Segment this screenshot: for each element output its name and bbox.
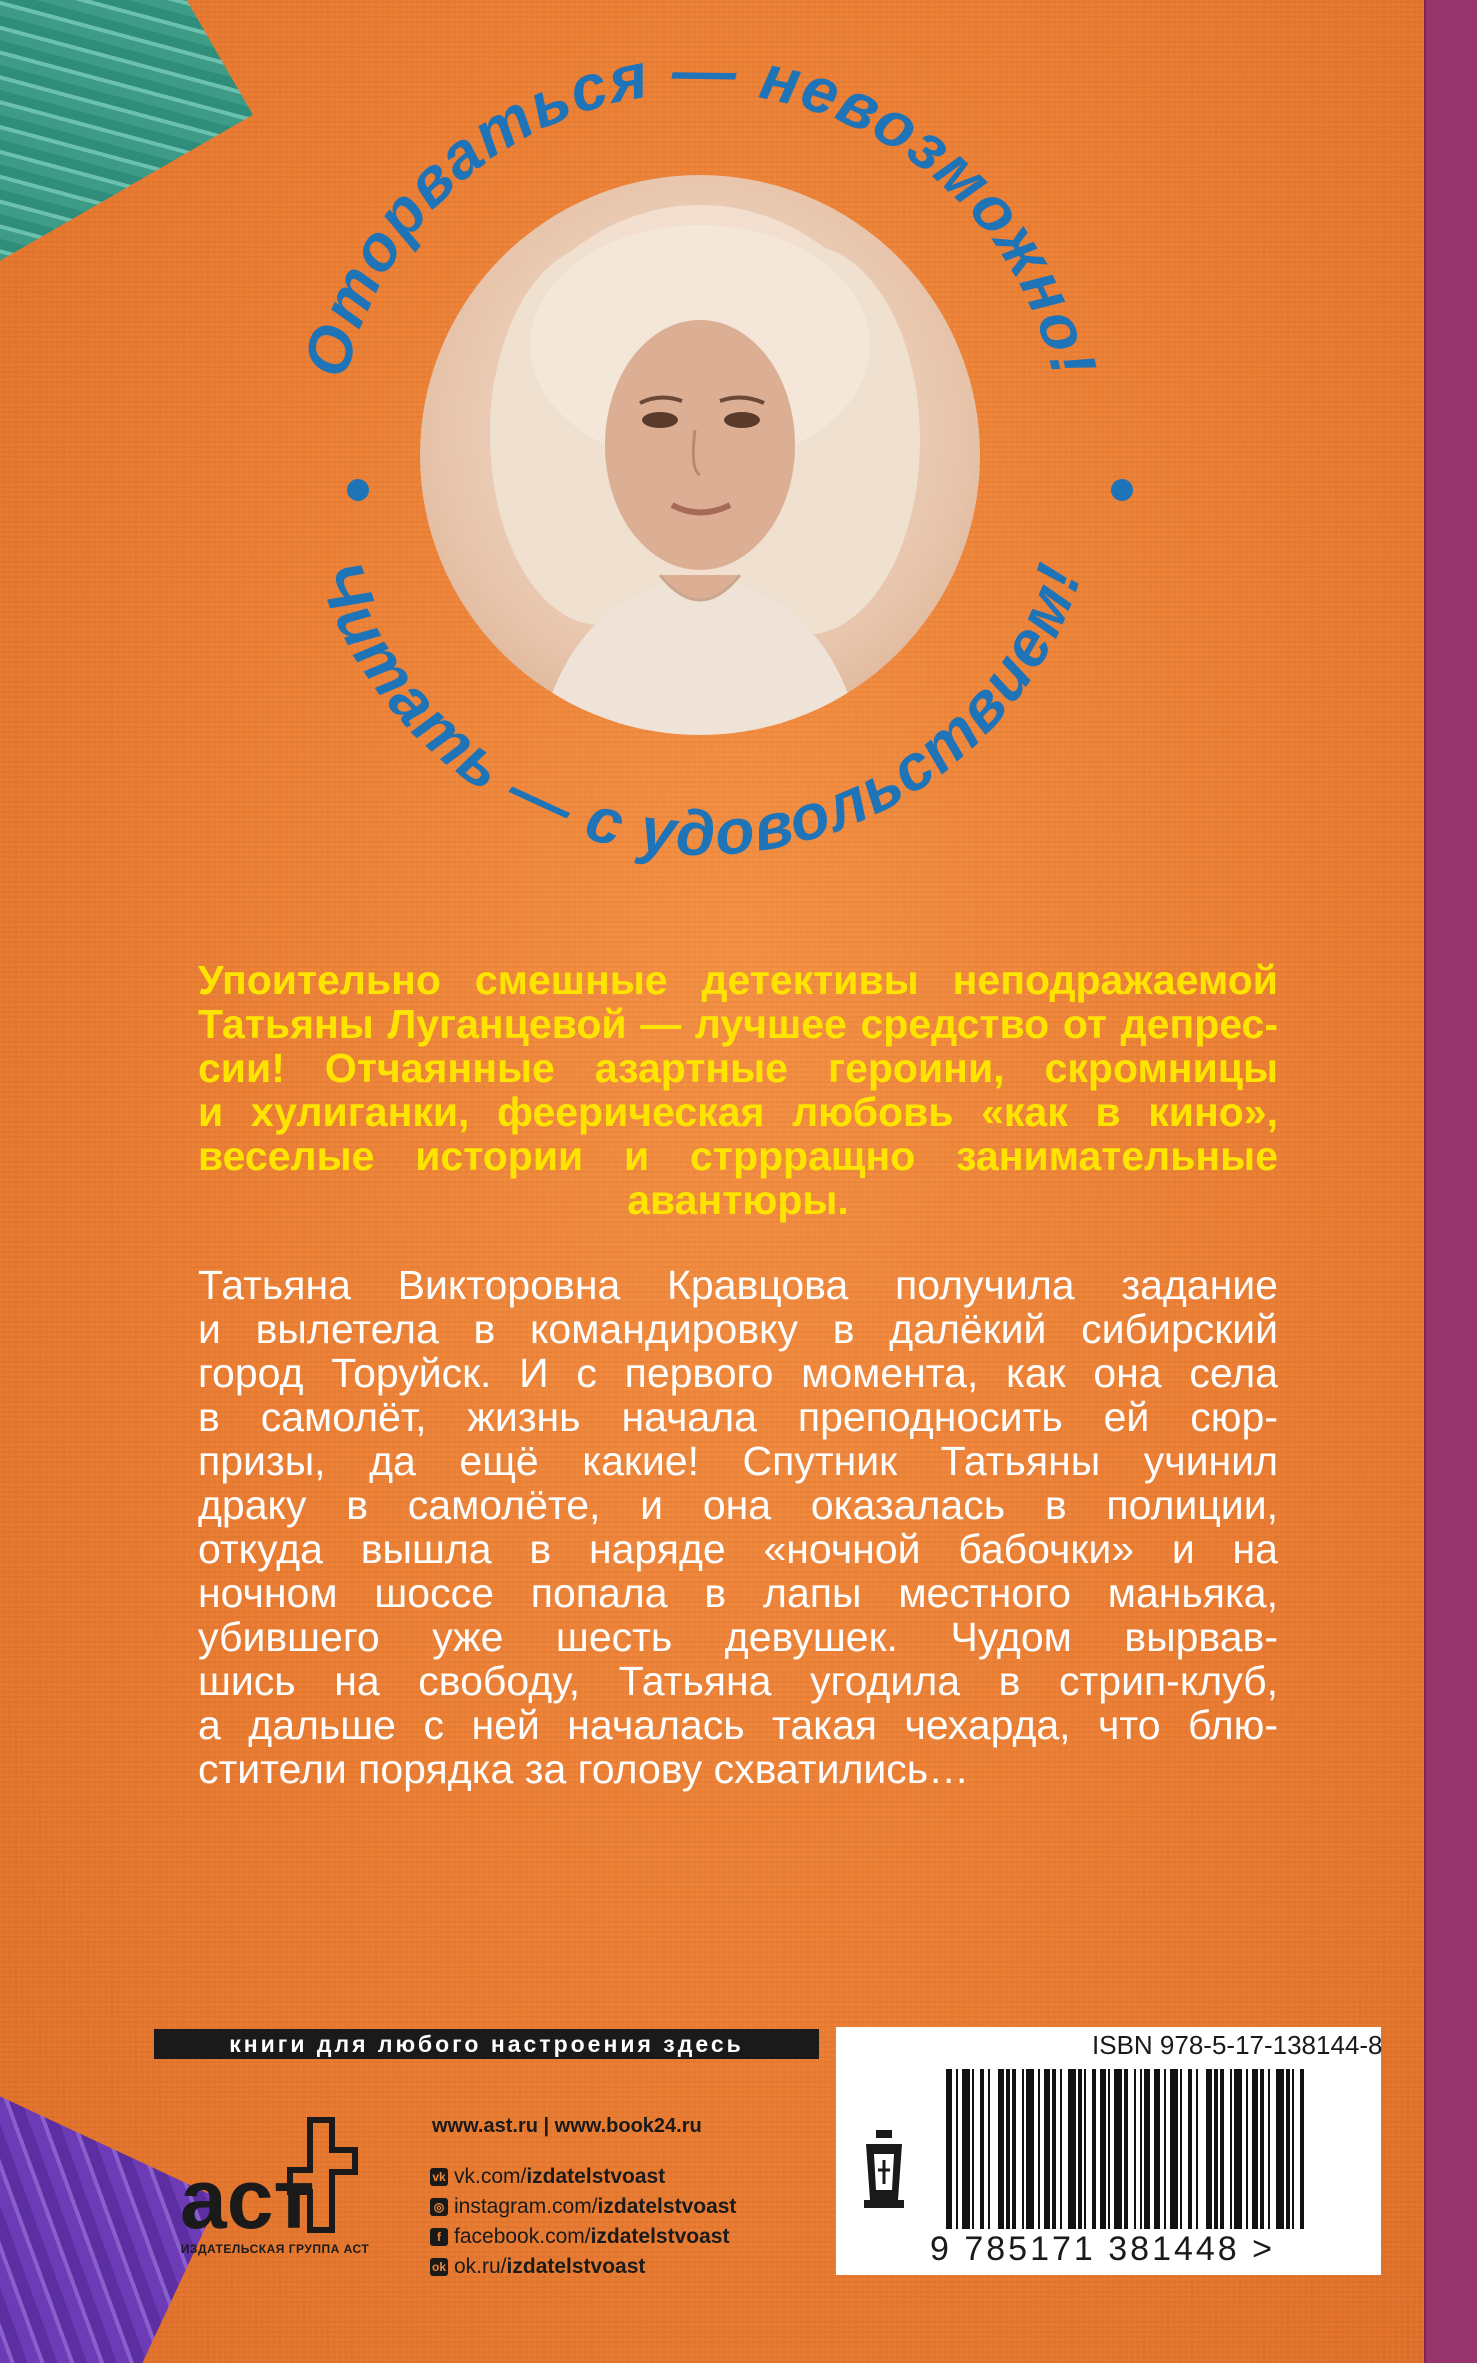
social-link-facebook[interactable] [430,2222,736,2252]
tagline-line: Упоительно смешные детективы неподражаемой [198,957,1278,1003]
publisher-caption: ИЗДАТЕЛЬСКАЯ ГРУППА АСТ [180,2242,370,2256]
barcode-bar [980,2069,984,2229]
barcode-bar [1124,2069,1128,2229]
barcode-bar [1170,2069,1178,2229]
social-link-instagram[interactable] [430,2192,736,2222]
synopsis-line: Татьяна Викторовна Кравцова получила задание [198,1262,1278,1308]
synopsis-line: призы, да ещё какие! Спутник Татьяны учинил [198,1438,1278,1484]
barcode-bar [1084,2069,1086,2229]
social-handle: izdatelstvoast [506,2255,646,2278]
barcode-bar [1196,2069,1198,2229]
barcode-bar [1108,2069,1110,2229]
synopsis-line: шись на свободу, Татьяна угодила в стрип-клуб, [198,1658,1278,1704]
barcode-bar [1260,2069,1264,2229]
barcode-bar [1180,2069,1182,2229]
instagram-icon: ◎ [430,2198,448,2216]
barcode-bar [1038,2069,1040,2229]
barcode-bar [962,2069,970,2229]
barcode-bar [1300,2069,1304,2229]
barcode-bar [998,2069,1004,2229]
synopsis-line: ночном шоссе попала в лапы местного маньяка, [198,1570,1278,1616]
tagline-line: веселые истории и стррращно занимательные [198,1133,1278,1179]
barcode-bar [1052,2069,1056,2229]
ring-top-text: Оторваться — невозможно! [289,34,1111,385]
barcode-bar [1012,2069,1016,2229]
barcode-bar [1114,2069,1122,2229]
barcode-bar [1252,2069,1258,2229]
barcode-bar [1276,2069,1284,2229]
isbn-number: ISBN 978-5-17-138144-8 [1092,2030,1383,2060]
synopsis-line: и вылетела в командировку в далёкий сибирский [198,1306,1278,1352]
synopsis-line: откуда вышла в наряде «ночной бабочки» и на [198,1526,1278,1572]
ok-icon: ok [431,2260,446,2274]
barcode-bar [1092,2069,1096,2229]
social-prefix: vk.com/ [454,2165,527,2188]
synopsis-line: стители порядка за голову схватились… [198,1746,970,1792]
social-link-vk[interactable] [430,2162,736,2192]
ast-logo [170,2110,390,2240]
barcode-bar [1292,2069,1294,2229]
barcode-bar [1220,2069,1224,2229]
ring-dot-right [1111,479,1133,501]
barcode-bar [988,2069,990,2229]
synopsis-line: убившего уже шесть девушек. Чудом вырвав- [198,1614,1278,1660]
social-prefix: ok.ru/ [454,2255,507,2278]
vk-icon: vk [430,2168,448,2186]
barcode-bar [1286,2069,1290,2229]
social-link-ok[interactable] [430,2252,736,2282]
social-handle: izdatelstvoast [526,2165,666,2188]
social-handle: izdatelstvoast [597,2195,737,2218]
barcode-bar [1140,2069,1142,2229]
synopsis-line: город Торуйск. И с первого момента, как она села [198,1350,1278,1396]
synopsis-block [198,1263,1278,1791]
barcode-bar [1268,2069,1270,2229]
barcode-bar [946,2069,952,2229]
synopsis-line: в самолёт, жизнь начала преподносить ей сюр- [198,1394,1278,1440]
barcode-bar [1134,2069,1136,2229]
social-handle: izdatelstvoast [590,2225,730,2248]
tagline-line: сии! Отчаянные азартные героини, скромницы [198,1045,1278,1091]
ast-logo-mark [170,2110,390,2240]
barcode-bar [1188,2069,1192,2229]
barcode-bar [1230,2069,1232,2229]
barcode-bar [1246,2069,1248,2229]
barcode-bar [1206,2069,1212,2229]
slogan-bar: книги для любого настроения здесь [154,2029,819,2059]
barcode-bar [1078,2069,1082,2229]
barcode-bar [1022,2069,1024,2229]
barcode-bar [1214,2069,1218,2229]
synopsis-line: а дальше с ней началась такая чехарда, что блю- [198,1702,1278,1748]
tagline-line: Татьяны Луганцевой — лучшее средство от депрес- [198,1001,1278,1047]
ast-logo-letters: аст [180,2152,315,2240]
barcode-bar [1234,2069,1242,2229]
lantern-icon [862,2130,906,2210]
ring-bottom-text: Читать — с удовольствием! [303,552,1096,870]
barcode-bar [1006,2069,1010,2229]
barcode-bar [956,2069,958,2229]
barcode-bar [1044,2069,1050,2229]
barcode-digits: 9 785171 381448 > [930,2230,1276,2268]
ring-slogans [0,0,1477,1003]
tagline-block [198,958,1278,1222]
tagline-line: авантюры. [627,1177,849,1223]
barcode-bar [1164,2069,1166,2229]
barcode-bar [1144,2069,1150,2229]
synopsis-line: драку в самолёте, и она оказалась в полиции, [198,1482,1278,1528]
barcode-bar [972,2069,974,2229]
barcode-bar [1026,2069,1034,2229]
ring-dot-left [347,479,369,501]
barcode-bar [1100,2069,1106,2229]
facebook-icon: f [430,2228,448,2246]
tagline-line: и хулиганки, феерическая любовь «как в кино», [198,1089,1278,1135]
social-prefix: facebook.com/ [454,2225,591,2248]
barcode-bar [1060,2069,1062,2229]
barcode-bar [1154,2069,1160,2229]
publisher-websites[interactable]: www.ast.ru | www.book24.ru [432,2115,702,2137]
social-links [430,2162,736,2282]
social-prefix: instagram.com/ [454,2195,598,2218]
barcode-bar [1068,2069,1076,2229]
